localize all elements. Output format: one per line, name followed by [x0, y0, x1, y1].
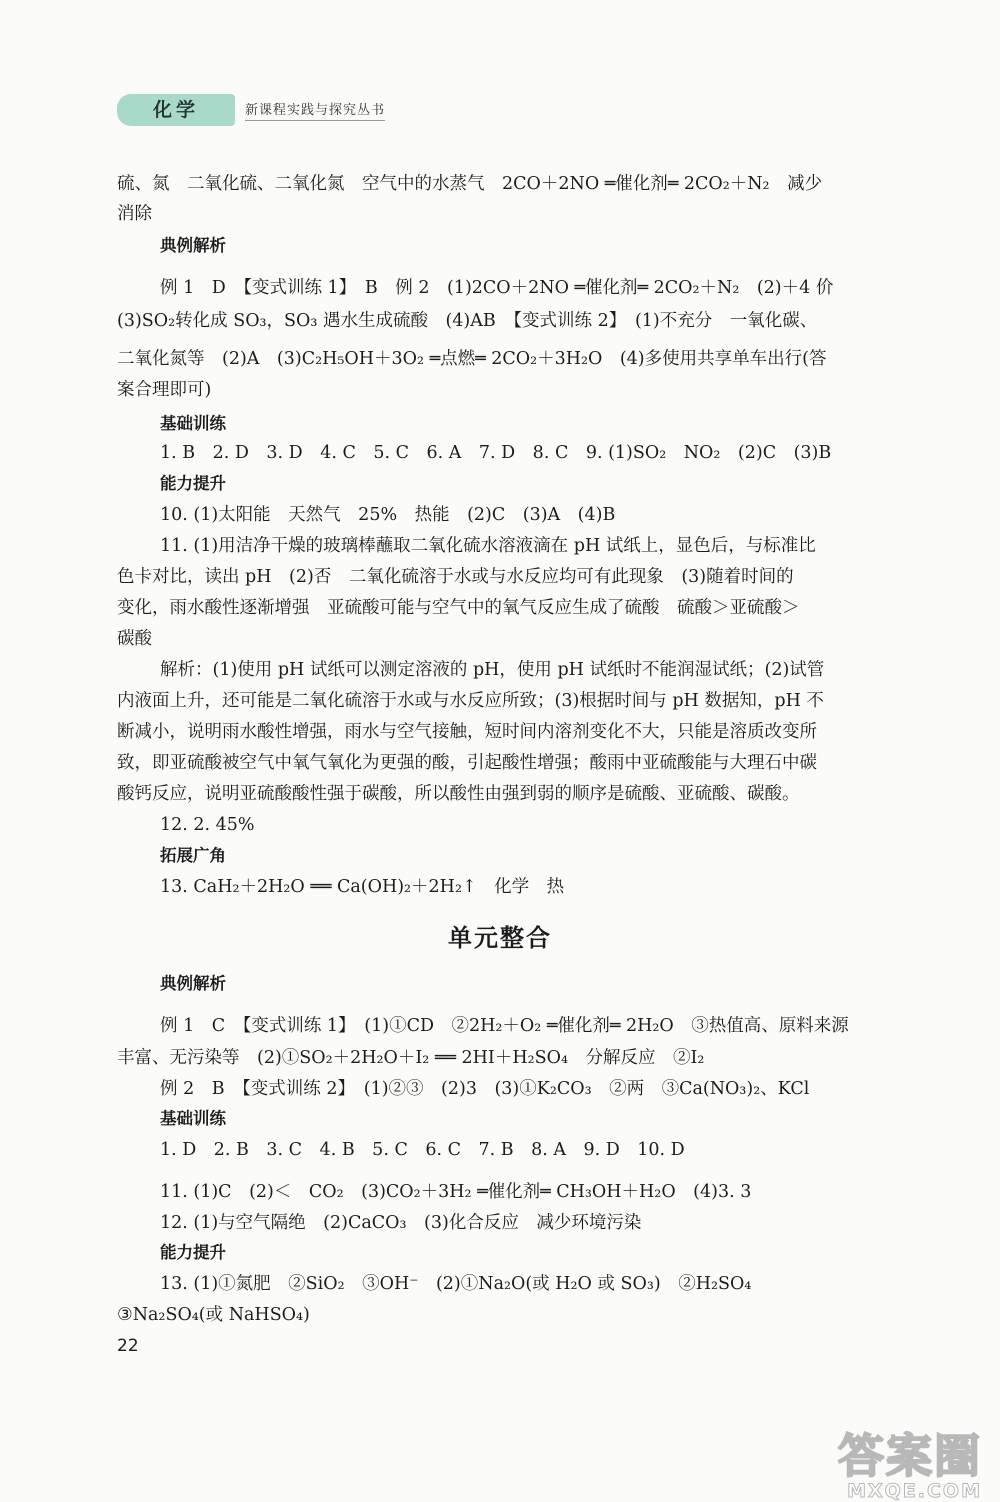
answer-line: 11. (1)用洁净干燥的玻璃棒蘸取二氧化硫水溶液滴在 pH 试纸上，显色后，与标准比: [160, 536, 816, 556]
answer-line: 例 1 C 【变式训练 1】 (1)①CD ②2H₂＋O₂ ═催化剂═ 2H₂O ③热值高、原料来源: [160, 1016, 849, 1036]
answer-line: 二氧化氮等 (2)A (3)C₂H₅OH＋3O₂ ═点燃═ 2CO₂＋3H₂O (4)多使用共享单车出行(答: [117, 349, 827, 369]
answer-line: 色卡对比，读出 pH (2)否 二氧化硫溶于水或与水反应均可有此现象 (3)随着时间的: [117, 567, 794, 587]
section-heading: 典例解析: [160, 974, 226, 993]
answer-line: 12. (1)与空气隔绝 (2)CaCO₃ (3)化合反应 减少环境污染: [160, 1213, 642, 1233]
answer-line: 13. (1)①氮肥 ②SiO₂ ③OH⁻ (2)①Na₂O(或 H₂O 或 SO₃) ②H₂SO₄: [160, 1274, 752, 1294]
answer-line: 例 2 B 【变式训练 2】 (1)②③ (2)3 (3)①K₂CO₃ ②两 ③Ca(NO₃)₂、KCl: [160, 1079, 810, 1099]
answer-line: 硫、氮 二氧化硫、二氧化氮 空气中的水蒸气 2CO＋2NO ═催化剂═ 2CO₂＋N₂ 减少: [117, 174, 823, 194]
answer-line: (3)SO₂转化成 SO₃，SO₃ 遇水生成硫酸 (4)AB 【变式训练 2】 (1)不充分 一氧化碳、: [117, 311, 818, 331]
answer-line: 例 1 D 【变式训练 1】 B 例 2 (1)2CO＋2NO ═催化剂═ 2CO₂＋N₂ (2)＋4 价: [160, 278, 834, 298]
analysis-line: 酸钙反应，说明亚硫酸酸性强于碳酸，所以酸性由强到弱的顺序是硫酸、亚硫酸、碳酸。: [117, 784, 800, 804]
unit-title: 单元整合: [448, 924, 552, 952]
analysis-line: 内液面上升，还可能是二氧化硫溶于水或与水反应所致；(3)根据时间与 pH 数据知，pH 不: [117, 691, 824, 711]
answer-line: ③Na₂SO₄(或 NaHSO₄): [117, 1305, 310, 1325]
section-heading: 典例解析: [160, 236, 226, 255]
section-heading: 基础训练: [160, 1109, 226, 1128]
answer-line: 10. (1)太阳能 天然气 25% 热能 (2)C (3)A (4)B: [160, 505, 616, 525]
answer-line: 11. (1)C (2)＜ CO₂ (3)CO₂＋3H₂ ═催化剂═ CH₃OH＋H₂O (4)3. 3: [160, 1182, 752, 1202]
section-heading: 能力提升: [160, 474, 226, 493]
subject-tab: 化学: [117, 94, 235, 126]
analysis-line: 解析：(1)使用 pH 试纸可以测定溶液的 pH，使用 pH 试纸时不能润湿试纸；(2)试管: [160, 660, 825, 680]
series-title: 新课程实践与探究丛书: [245, 99, 385, 121]
watermark-url: MXQE.COM: [847, 1480, 982, 1502]
answer-line: 丰富、无污染等 (2)①SO₂＋2H₂O＋I₂ ══ 2HI＋H₂SO₄ 分解反应 ②I₂: [117, 1048, 705, 1068]
analysis-line: 致，即亚硫酸被空气中氧气氧化为更强的酸，引起酸性增强；酸雨中亚硫酸能与大理石中碳: [117, 753, 817, 773]
answer-line: 案合理即可): [117, 380, 212, 400]
answer-line: 1. D 2. B 3. C 4. B 5. C 6. C 7. B 8. A 9. D 10. D: [160, 1140, 685, 1160]
answer-line: 12. 2. 45%: [160, 815, 255, 835]
section-heading: 基础训练: [160, 414, 226, 433]
page-header: [117, 94, 385, 126]
section-heading: 能力提升: [160, 1243, 226, 1262]
answer-line: 13. CaH₂＋2H₂O ══ Ca(OH)₂＋2H₂↑ 化学 热: [160, 877, 565, 897]
answer-line: 碳酸: [117, 629, 152, 649]
section-heading: 拓展广角: [160, 846, 226, 865]
answer-line: 消除: [117, 204, 152, 224]
analysis-line: 断减小，说明雨水酸性增强，雨水与空气接触，短时间内溶剂变化不大，只能是溶质改变所: [117, 722, 817, 742]
page-number: 22: [117, 1336, 139, 1356]
answer-line: 变化，雨水酸性逐渐增强 亚硫酸可能与空气中的氧气反应生成了硫酸 硫酸＞亚硫酸＞: [117, 598, 800, 618]
answer-line: 1. B 2. D 3. D 4. C 5. C 6. A 7. D 8. C 9. (1)SO₂ NO₂ (2)C (3)B: [160, 443, 832, 463]
watermark: [838, 1420, 982, 1502]
watermark-logo: 答案圈: [838, 1429, 982, 1483]
